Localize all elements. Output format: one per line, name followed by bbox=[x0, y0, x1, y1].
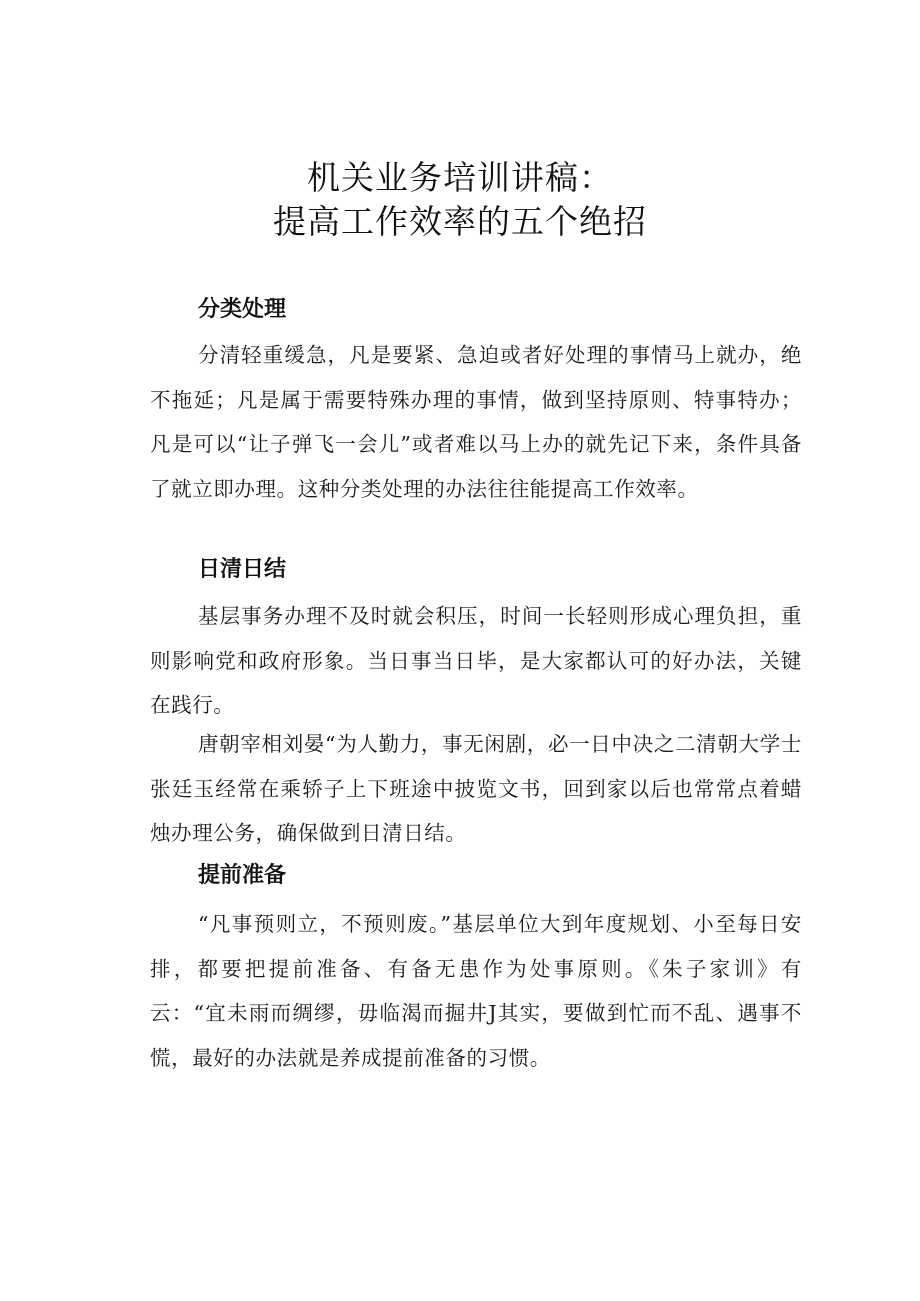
section-heading-prepare: 提前准备 bbox=[198, 863, 287, 888]
paragraph-daily-clear-1: 基层事务办理不及时就会积压，时间一长轻则形成心理负担，重则影响党和政府形象。当日事当日毕，是大家都认可的好办法，关键在践行。 bbox=[150, 604, 802, 717]
section-heading-daily-clear: 日清日结 bbox=[198, 557, 287, 582]
paragraph-classify: 分清轻重缓急，凡是要紧、急迫或者好处理的事情马上就办，绝不拖延；凡是属于需要特殊办理的事情，做到坚持原则、特事特办；凡是可以“让子弹飞一会儿”或者难以马上办的就先记下来，条件具备了就立即办理。这种分类处理的办法往往能提高工作效率。 bbox=[150, 343, 802, 501]
document-title-line-2: 提高工作效率的五个绝招 bbox=[273, 202, 647, 241]
paragraph-daily-clear-2: 唐朝宰相刘晏“为人勤力，事无闲剧，必一日中决之二清朝大学士张廷玉经常在乘轿子上下班途中披览文书，回到家以后也常常点着蜡烛办理公务，确保做到日清日结。 bbox=[150, 732, 802, 845]
section-heading-classify: 分类处理 bbox=[198, 297, 287, 322]
paragraph-prepare: “凡事预则立，不预则废。”基层单位大到年度规划、小至每日安排，都要把提前准备、有备无患作为处事原则。《朱子家训》有云：“宜未雨而绸缪，毋临渴而掘井J其实，要做到忙而不乱、遇事不慌，最好的办法就是养成提前准备的习惯。 bbox=[150, 912, 802, 1070]
document-title-line-1: 机关业务培训讲稿： bbox=[307, 158, 613, 197]
